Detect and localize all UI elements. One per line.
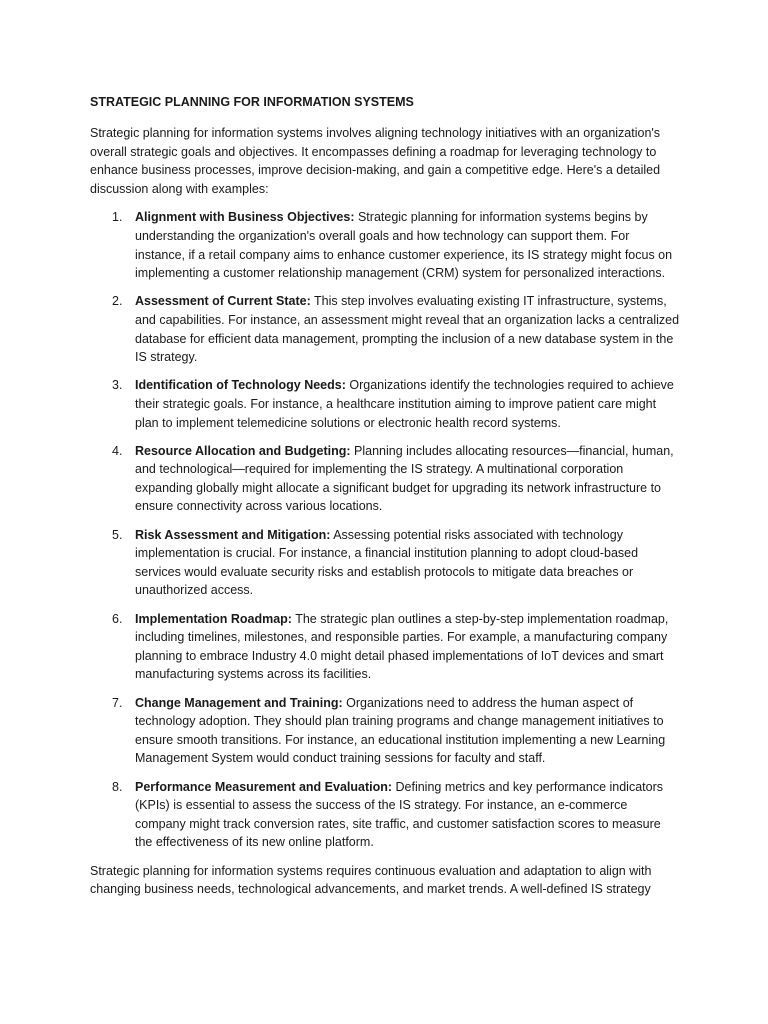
closing-paragraph: Strategic planning for information systems requires continuous evaluation and adaptation to align with changing business needs, technological advancements, and market trends. A well-defined IS strategy [90,863,652,897]
list-item-heading: Resource Allocation and Budgeting: [135,443,351,458]
intro-paragraph: Strategic planning for information systems involves aligning technology initiatives with an organization's overall strategic goals and objectives. It encompasses defining a roadmap for leveraging technology to enhance business processes, improve decision-making, and gain a competitive edge. Here's a detailed discussion along with examples: [90,126,661,196]
list-item-text: The strategic plan outlines a step-by-step implementation roadmap, including timelines, milestones, and responsible parties. For example, a manufacturing company planning to embrace Industry 4.0 might detail phased implementations of IoT devices and smart manufacturing systems across its facilities. [135,611,669,682]
list-item-text: Assessing potential risks associated with technology implementation is crucial. For instance, a financial institution planning to adopt cloud-based services would evaluate security risks and establish protocols to mitigate data breaches or unauthorized access. [135,527,639,598]
list-item-heading: Assessment of Current State: [135,294,311,309]
numbered-list [90,208,680,852]
list-item-3 [90,376,680,432]
list-item-number: 5. [112,527,123,542]
list-item-7 [90,694,680,768]
document-title: STRATEGIC PLANNING FOR INFORMATION SYSTEMS [90,95,414,109]
list-item-text: Defining metrics and key performance indicators (KPIs) is essential to assess the success of the IS strategy. For instance, an e-commerce company might track conversion rates, site traffic, and customer satisfaction scores to measure the effectiveness of its new online platform. [135,779,663,850]
list-item-4 [90,442,680,516]
list-item-heading: Performance Measurement and Evaluation: [135,779,393,794]
list-item-heading: Risk Assessment and Mitigation: [135,527,331,542]
list-item-heading: Identification of Technology Needs: [135,378,346,393]
list-item-number: 4. [112,443,123,458]
list-item-text: Strategic planning for information systems begins by understanding the organization's overall goals and how technology can support them. For instance, if a retail company aims to enhance customer experience, its IS strategy might focus on implementing a customer relationship management (CRM) system for personalized interactions. [135,210,673,281]
list-item-text: Organizations need to address the human aspect of technology adoption. They should plan training programs and change management initiatives to ensure smooth transitions. For instance, an educational institution implementing a new Learning Management System would conduct training sessions for faculty and staff. [135,695,666,766]
list-item-number: 3. [112,378,123,393]
list-item-5 [90,526,680,600]
list-item-heading: Change Management and Training: [135,695,343,710]
document-page [90,93,680,909]
list-item-number: 2. [112,294,123,309]
list-item-text: Organizations identify the technologies required to achieve their strategic goals. For instance, a healthcare institution aiming to improve patient care might plan to implement telemedicine solutions or electronic health record systems. [135,378,674,430]
list-item-2 [90,292,680,366]
list-item-heading: Alignment with Business Objectives: [135,210,355,225]
list-item-8 [90,778,680,852]
list-item-heading: Implementation Roadmap: [135,611,292,626]
list-item-number: 8. [112,779,123,794]
list-item-1 [90,208,680,282]
list-item-number: 1. [112,210,123,225]
list-item-text: Planning includes allocating resources—financial, human, and technological—required for implementing the IS strategy. A multinational corporation expanding globally might allocate a significant budget for upgrading its network infrastructure to ensure connectivity across various locations. [135,443,674,514]
list-item-text: This step involves evaluating existing IT infrastructure, systems, and capabilities. For instance, an assessment might reveal that an organization lacks a centralized database for efficient data management, prompting the inclusion of a new database system in the IS strategy. [135,294,680,365]
list-item-6 [90,610,680,684]
list-item-number: 6. [112,611,123,626]
list-item-number: 7. [112,695,123,710]
